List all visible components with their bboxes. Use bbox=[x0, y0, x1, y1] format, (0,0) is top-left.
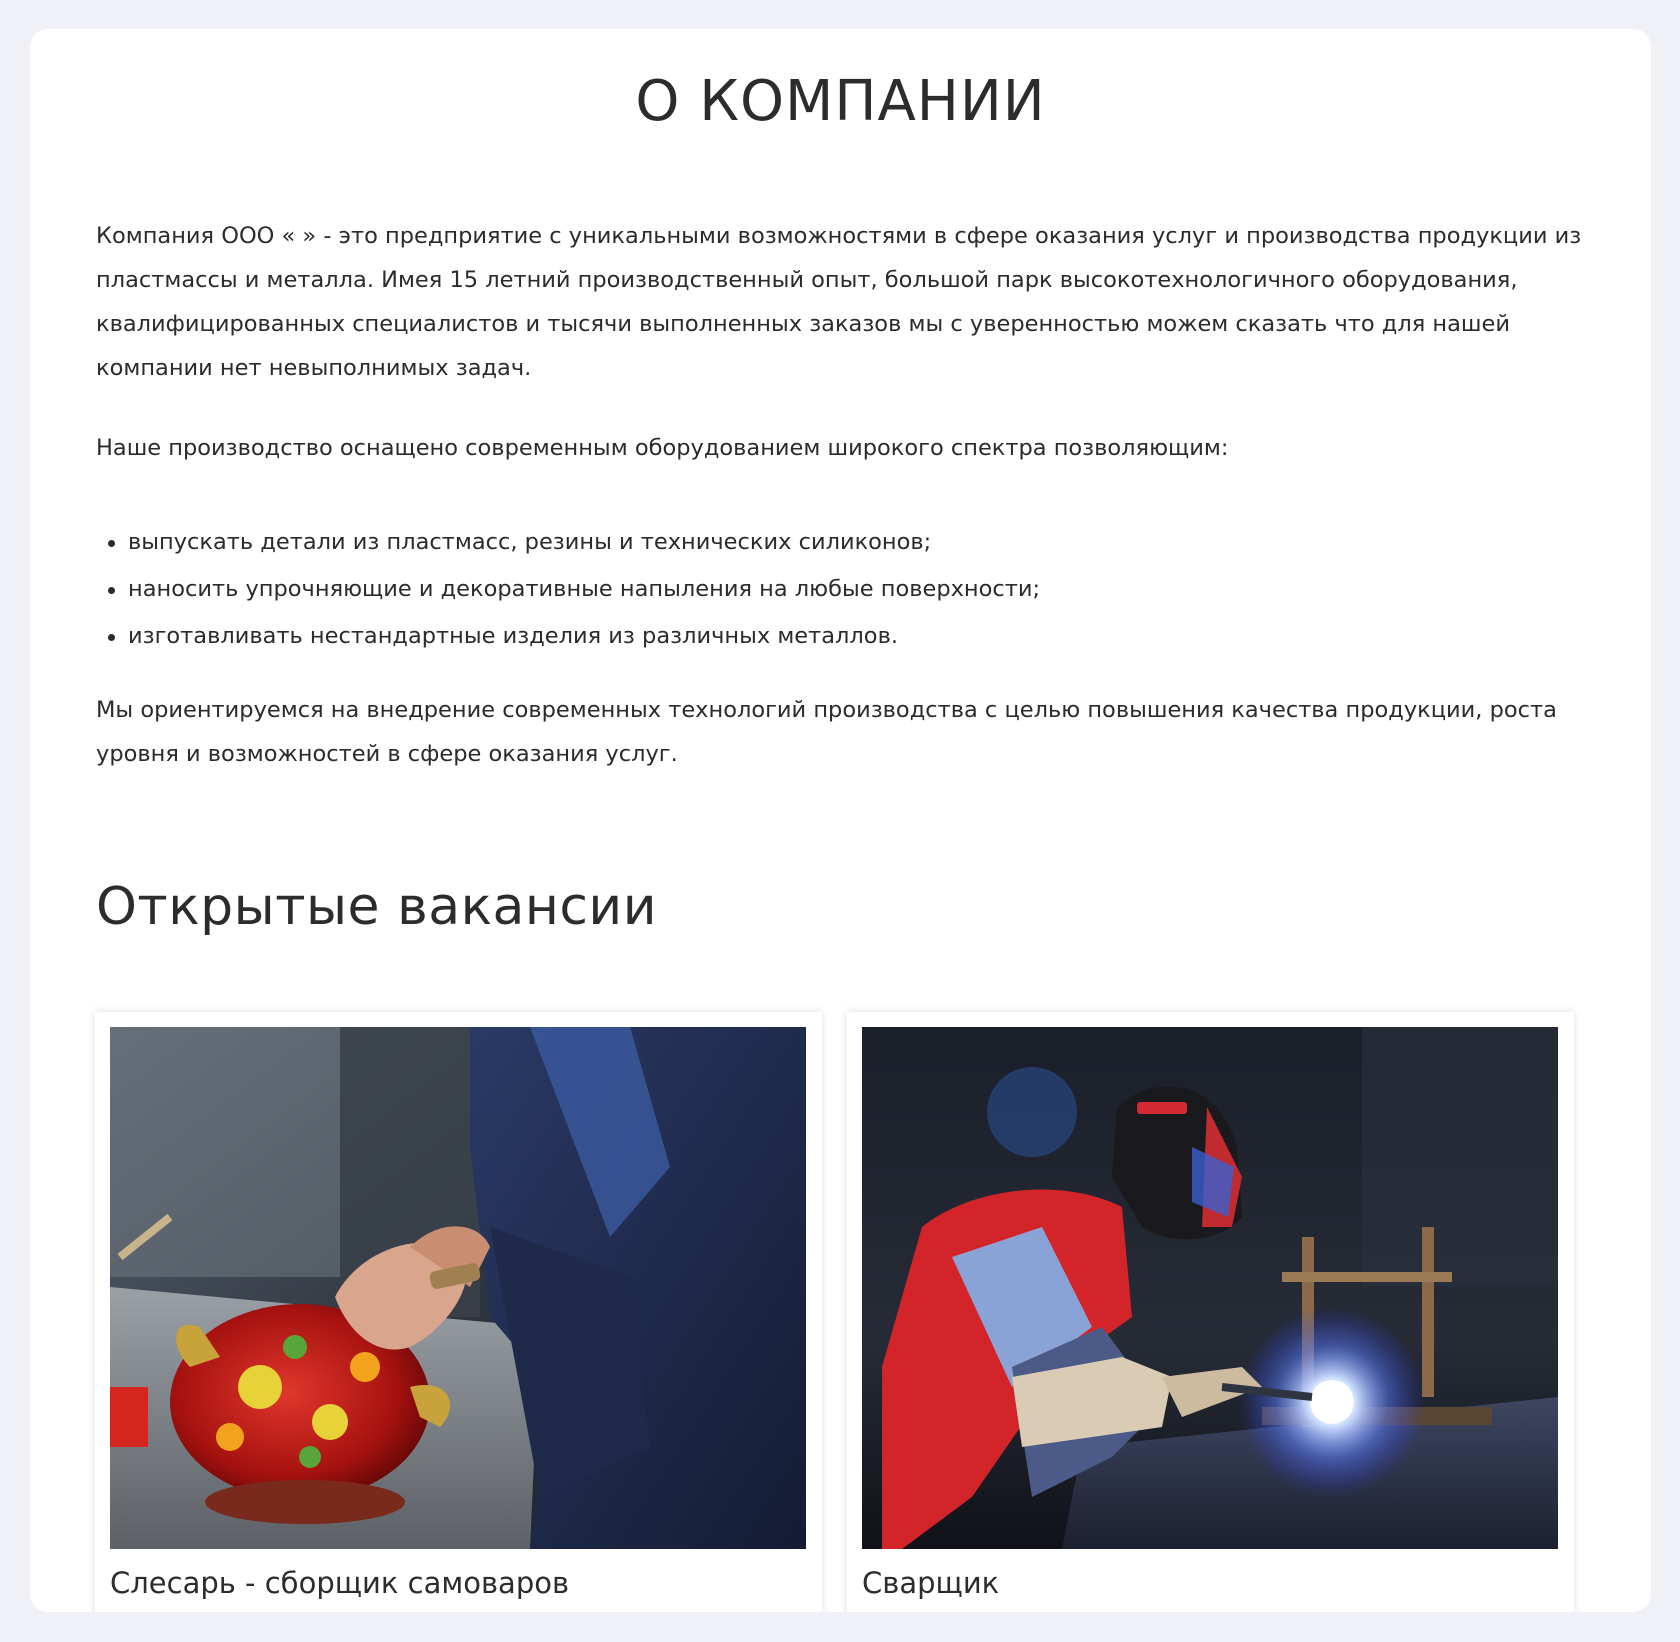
about-paragraph-3-text: Мы ориентируемся на внедрение современных технологий производства с целью повышения качества продукции, роста уровня и возможностей в сфере оказания услуг. bbox=[96, 697, 1557, 767]
list-item: выпускать детали из пластмасс, резины и технических силиконов; bbox=[96, 519, 1596, 566]
about-paragraph-2-text: Наше производство оснащено современным оборудованием широкого спектра позволяющим: bbox=[96, 435, 1229, 461]
capabilities-list bbox=[96, 519, 1596, 660]
about-paragraph-1-text: Компания ООО « » - это предприятие с уникальными возможностями в сфере оказания услуг и производства продукции из пластмассы и металла. Имея 15 летний производственный опыт, большой парк высокотехнологичного оборудования, квалифицированных специалистов и тысячи выполненных заказов мы с уверенностью можем сказать что для нашей компании нет невыполнимых задач. bbox=[96, 223, 1582, 381]
vacancy-title[interactable]: Слесарь - сборщик самоваров bbox=[110, 1566, 570, 1600]
about-paragraph-3 bbox=[96, 688, 1596, 776]
about-paragraph-1 bbox=[96, 214, 1596, 390]
vacancy-card-welder[interactable] bbox=[847, 1012, 1574, 1612]
content-card bbox=[30, 29, 1651, 1612]
vacancies-title: Открытые вакансии bbox=[96, 877, 658, 937]
page-title: О КОМПАНИИ bbox=[635, 69, 1046, 134]
about-paragraph-2 bbox=[96, 426, 1596, 470]
samovar-photo-illustration bbox=[110, 1027, 806, 1549]
list-item: наносить упрочняющие и декоративные напыления на любые поверхности; bbox=[96, 566, 1596, 613]
welder-photo[interactable] bbox=[862, 1027, 1558, 1549]
welder-photo-illustration bbox=[862, 1027, 1558, 1549]
vacancy-title[interactable]: Сварщик bbox=[862, 1566, 1000, 1600]
vacancy-card-locksmith[interactable] bbox=[95, 1012, 822, 1612]
samovar-assembly-photo[interactable] bbox=[110, 1027, 806, 1549]
list-item: изготавливать нестандартные изделия из различных металлов. bbox=[96, 613, 1596, 660]
